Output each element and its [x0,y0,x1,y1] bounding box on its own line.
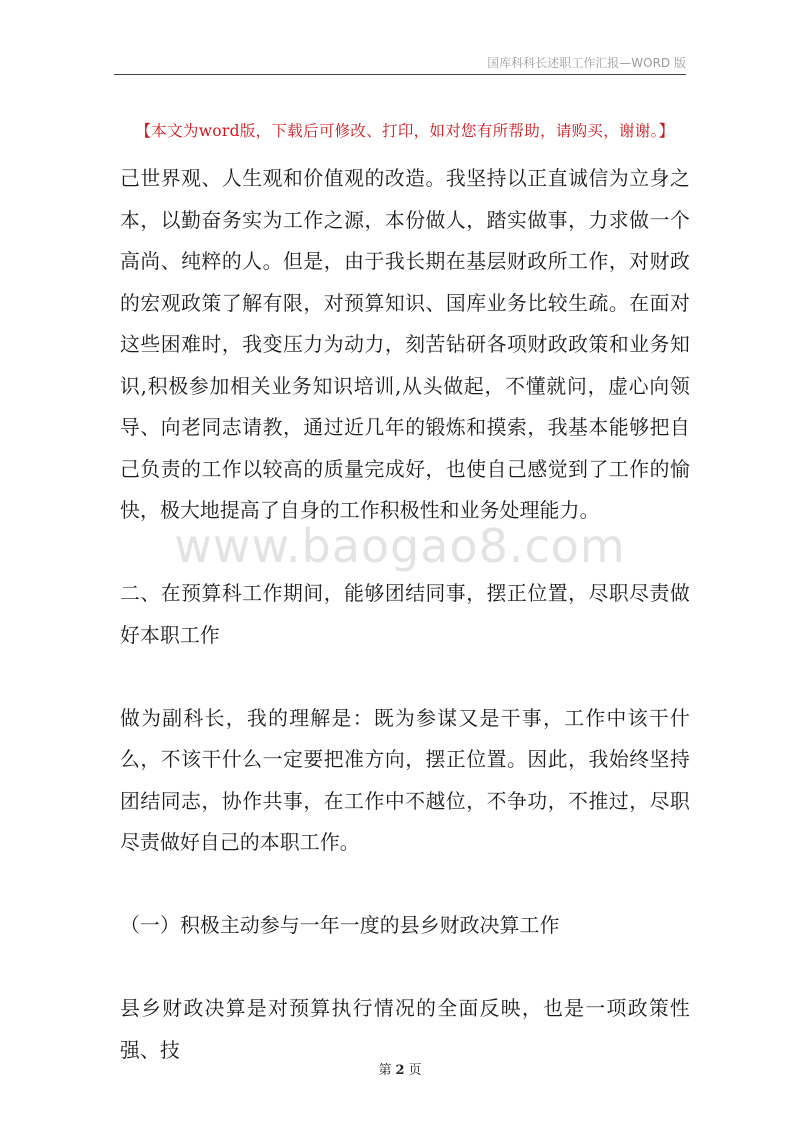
paragraph-final-accounts: 县乡财政决算是对预算执行情况的全面反映，也是一项政策性强、技 [120,997,690,1062]
site-watermark: www.baogao8.com [174,519,626,573]
document-header-title: 国库科科长述职工作汇报—WORD 版 [487,56,686,70]
paragraph-deputy-role: 做为副科长，我的理解是：既为参谋又是干事，工作中该干什么，不该干什么一定要把准方向，摆正位置。因此，我始终坚持团结同志，协作共事，在工作中不越位，不争功，不推过，尽职尽责做好自己的本职工作。 [120,706,690,854]
document-body [120,158,690,1071]
paragraph-spacer [120,947,690,989]
page-suffix: 页 [408,1063,422,1078]
page-footer [0,1059,800,1078]
section-heading-2: 二、在预算科工作期间，能够团结同事，摆正位置，尽职尽责做好本职工作 [120,582,690,647]
page-number: 2 [395,1063,405,1078]
subsection-heading-1: （一）积极主动参与一年一度的县乡财政决算工作 [120,914,560,937]
paragraph-spacer [120,864,690,906]
paragraph-self-improvement: 己世界观、人生观和价值观的改造。我坚持以正直诚信为立身之本，以勤奋务实为工作之源，本份做人，踏实做事，力求做一个高尚、纯粹的人。但是，由于我长期在基层财政所工作，对财政的宏观政策了解有限，对预算知识、国库业务比较生疏。在面对这些困难时，我变压力为动力，刻苦钻研各项财政政策和业务知识,积极参加相关业务知识培训,从头做起，不懂就问，虚心向领导、向老同志请教，通过近几年的锻炼和摸索，我基本能够把自己负责的工作以较高的质量完成好，也使自己感觉到了工作的愉快，极大地提高了自身的工作积极性和业务处理能力。 [120,167,690,522]
purchase-notice: 【本文为word版，下载后可修改、打印，如对您有所帮助，请购买，谢谢。】 [135,122,675,140]
page-prefix: 第 [378,1063,392,1078]
paragraph-spacer [120,532,690,574]
header-divider [114,74,686,75]
paragraph-spacer [120,656,690,698]
